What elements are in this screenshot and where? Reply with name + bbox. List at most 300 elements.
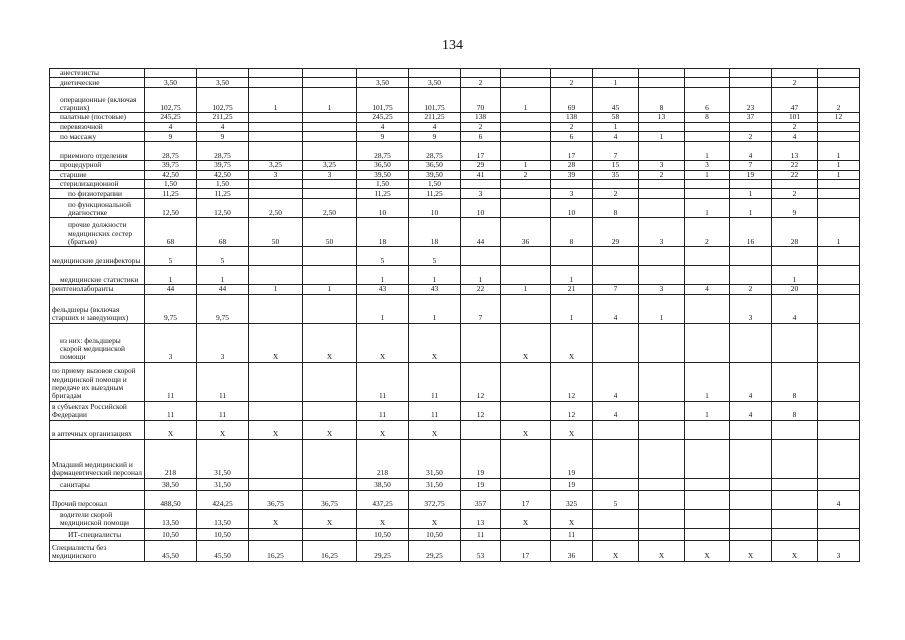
table-cell: 2 (461, 78, 501, 88)
table-cell (772, 420, 818, 439)
table-cell (730, 323, 772, 362)
table-cell: X (501, 509, 551, 528)
table-cell: 31,50 (409, 439, 461, 478)
table-cell: 1 (685, 199, 730, 218)
table-cell: 44 (197, 285, 249, 294)
table-cell (501, 401, 551, 420)
table-cell (303, 266, 357, 285)
table-row (50, 189, 860, 199)
table-cell: 1,50 (409, 180, 461, 189)
table-cell: 3,25 (303, 161, 357, 170)
table-cell (303, 113, 357, 122)
table-cell: X (303, 420, 357, 439)
table-cell (685, 420, 730, 439)
table-row (50, 528, 860, 540)
table-cell (303, 294, 357, 323)
table-cell: 43 (409, 285, 461, 294)
table-cell: 11,25 (357, 189, 409, 199)
table-cell (249, 189, 303, 199)
table-cell: 1 (685, 170, 730, 179)
table-cell: 36,75 (249, 490, 303, 509)
table-cell: 2 (772, 122, 818, 131)
table-cell: X (197, 420, 249, 439)
table-cell (730, 509, 772, 528)
table-cell: 1 (818, 218, 860, 247)
table-cell: 4 (685, 285, 730, 294)
table-cell: 31,50 (409, 478, 461, 490)
staffing-table (49, 68, 860, 562)
row-label: водители скорой медицинской помощи (50, 509, 145, 528)
table-cell: 211,25 (197, 113, 249, 122)
table-cell (730, 439, 772, 478)
table-cell: 5 (593, 490, 639, 509)
table-row (50, 218, 860, 247)
table-cell: 9 (145, 132, 197, 142)
table-cell: 3,50 (357, 78, 409, 88)
table-cell: 218 (357, 439, 409, 478)
table-cell (303, 478, 357, 490)
table-cell (639, 142, 685, 161)
row-label: операционные (включая старших) (50, 88, 145, 113)
table-cell: 13,50 (145, 509, 197, 528)
table-cell: 42,50 (197, 170, 249, 179)
table-cell (303, 78, 357, 88)
table-row (50, 170, 860, 179)
table-cell: 4 (593, 132, 639, 142)
table-cell: 1 (593, 122, 639, 131)
table-cell (730, 420, 772, 439)
table-cell (685, 439, 730, 478)
table-cell: 4 (197, 122, 249, 131)
table-cell (249, 528, 303, 540)
table-cell (303, 189, 357, 199)
table-cell (501, 478, 551, 490)
table-cell: 19 (551, 439, 593, 478)
table-cell: X (730, 540, 772, 561)
row-label: анестезисты (50, 69, 145, 78)
table-cell: 5 (409, 247, 461, 266)
row-label: по функциональной диагностике (50, 199, 145, 218)
table-cell: X (303, 323, 357, 362)
table-cell (501, 528, 551, 540)
table-cell: 2 (593, 189, 639, 199)
table-cell: X (303, 509, 357, 528)
table-cell: 102,75 (145, 88, 197, 113)
table-cell: 437,25 (357, 490, 409, 509)
table-cell: 3 (818, 540, 860, 561)
table-cell (639, 180, 685, 189)
table-cell: 11 (409, 362, 461, 401)
table-cell: 45,50 (197, 540, 249, 561)
table-cell: 4 (818, 490, 860, 509)
table-cell: 1,50 (357, 180, 409, 189)
table-row (50, 199, 860, 218)
table-cell: 22 (772, 161, 818, 170)
table-cell: 39,50 (357, 170, 409, 179)
table-cell: 138 (551, 113, 593, 122)
table-cell: 44 (461, 218, 501, 247)
table-cell (461, 247, 501, 266)
table-cell: 35 (593, 170, 639, 179)
table-cell: 5 (197, 247, 249, 266)
table-cell (249, 78, 303, 88)
table-cell (772, 247, 818, 266)
table-cell: 17 (461, 142, 501, 161)
table-cell (639, 266, 685, 285)
table-cell: 69 (551, 88, 593, 113)
table-cell (593, 247, 639, 266)
row-label: в субъектах Российской Федерации (50, 401, 145, 420)
table-cell: 13,50 (197, 509, 249, 528)
table-cell: 7 (593, 142, 639, 161)
table-cell (772, 478, 818, 490)
table-cell: 29 (461, 161, 501, 170)
table-cell (249, 113, 303, 122)
table-cell: X (772, 540, 818, 561)
table-cell: 39,75 (197, 161, 249, 170)
table-cell: 53 (461, 540, 501, 561)
table-cell: 9 (409, 132, 461, 142)
table-cell: 11,25 (197, 189, 249, 199)
table-cell (639, 478, 685, 490)
table-cell: 7 (461, 294, 501, 323)
table-cell: 12,50 (145, 199, 197, 218)
table-cell (818, 69, 860, 78)
table-cell (249, 362, 303, 401)
row-label: рентгенолаборанты (50, 285, 145, 294)
table-cell: 10 (409, 199, 461, 218)
table-row (50, 285, 860, 294)
table-cell: 1 (249, 285, 303, 294)
table-cell: 4 (730, 362, 772, 401)
table-cell (303, 142, 357, 161)
table-cell (501, 266, 551, 285)
table-cell: 4 (593, 401, 639, 420)
table-cell: 4 (772, 132, 818, 142)
table-cell (818, 323, 860, 362)
table-cell: 28,75 (197, 142, 249, 161)
table-cell (501, 69, 551, 78)
table-row (50, 113, 860, 122)
table-cell (730, 478, 772, 490)
row-label: медицинские дезинфекторы (50, 247, 145, 266)
row-label: процедурной (50, 161, 145, 170)
table-cell: 4 (730, 142, 772, 161)
table-cell: 3 (730, 294, 772, 323)
table-cell: 11 (357, 401, 409, 420)
table-cell: 3 (639, 285, 685, 294)
table-cell: 28,75 (357, 142, 409, 161)
table-cell: 22 (772, 170, 818, 179)
table-cell: 3 (303, 170, 357, 179)
table-cell (818, 132, 860, 142)
table-row (50, 78, 860, 88)
table-cell (249, 439, 303, 478)
table-cell (730, 247, 772, 266)
table-cell: 4 (593, 294, 639, 323)
table-cell: 372,75 (409, 490, 461, 509)
table-cell: 8 (551, 218, 593, 247)
table-cell: 17 (501, 540, 551, 561)
table-cell (818, 439, 860, 478)
table-cell: 1 (303, 88, 357, 113)
table-cell (685, 180, 730, 189)
table-cell: 1,50 (197, 180, 249, 189)
table-cell (639, 439, 685, 478)
table-cell: 4 (409, 122, 461, 131)
row-label: по приему вызовов скорой медицинской помощи и передаче их выездным бригадам (50, 362, 145, 401)
table-cell: 13 (639, 113, 685, 122)
row-label: палатные (постовые) (50, 113, 145, 122)
table-row (50, 69, 860, 78)
table-cell (818, 478, 860, 490)
table-cell (593, 420, 639, 439)
table-row (50, 540, 860, 561)
table-cell: 7 (593, 285, 639, 294)
table-cell (551, 180, 593, 189)
table-cell: 3 (145, 323, 197, 362)
table-cell: 10 (551, 199, 593, 218)
table-cell (639, 122, 685, 131)
table-cell (730, 266, 772, 285)
table-cell (818, 294, 860, 323)
table-cell: 7 (730, 161, 772, 170)
table-cell (685, 528, 730, 540)
table-cell: 424,25 (197, 490, 249, 509)
table-cell (593, 439, 639, 478)
table-cell (685, 294, 730, 323)
table-cell (685, 78, 730, 88)
table-cell: 2,50 (249, 199, 303, 218)
table-cell: 1 (357, 294, 409, 323)
table-cell: 21 (551, 285, 593, 294)
table-cell (685, 490, 730, 509)
table-cell: 5 (357, 247, 409, 266)
table-cell: 12 (461, 401, 501, 420)
table-cell (501, 247, 551, 266)
table-cell: X (409, 420, 461, 439)
table-cell: 47 (772, 88, 818, 113)
table-cell: 12 (551, 401, 593, 420)
table-cell (593, 509, 639, 528)
table-cell: X (551, 420, 593, 439)
table-cell: 42,50 (145, 170, 197, 179)
table-cell: 28,75 (409, 142, 461, 161)
table-cell: 101,75 (357, 88, 409, 113)
table-cell: 1 (639, 132, 685, 142)
table-cell (249, 69, 303, 78)
table-cell: 23 (730, 88, 772, 113)
table-cell: 38,50 (357, 478, 409, 490)
table-cell (685, 122, 730, 131)
table-cell: 11,25 (409, 189, 461, 199)
table-cell (501, 122, 551, 131)
table-cell: 43 (357, 285, 409, 294)
table-cell (593, 69, 639, 78)
table-cell (409, 69, 461, 78)
table-cell: X (357, 323, 409, 362)
table-cell: 16,25 (303, 540, 357, 561)
table-cell (639, 490, 685, 509)
table-cell: X (145, 420, 197, 439)
table-cell (818, 420, 860, 439)
table-cell (818, 180, 860, 189)
table-cell (730, 180, 772, 189)
table-cell (303, 180, 357, 189)
table-cell: 31,50 (197, 439, 249, 478)
table-cell (461, 420, 501, 439)
row-label: прочие должности медицинских сестер (братьев) (50, 218, 145, 247)
table-cell (772, 180, 818, 189)
table-cell: 11 (197, 362, 249, 401)
table-cell: 1 (685, 401, 730, 420)
table-cell: 1 (409, 294, 461, 323)
table-cell (197, 69, 249, 78)
table-cell (501, 78, 551, 88)
table-cell (593, 528, 639, 540)
table-cell: 19 (551, 478, 593, 490)
table-cell: X (249, 509, 303, 528)
table-row (50, 478, 860, 490)
table-cell (639, 323, 685, 362)
table-cell (639, 420, 685, 439)
table-cell: 1 (145, 266, 197, 285)
table-row (50, 161, 860, 170)
table-cell: 22 (461, 285, 501, 294)
table-cell: 1 (461, 266, 501, 285)
table-cell: 101 (772, 113, 818, 122)
table-cell: 45 (593, 88, 639, 113)
table-cell: 28,75 (145, 142, 197, 161)
row-label: стерилизационной (50, 180, 145, 189)
table-cell (818, 362, 860, 401)
table-cell: 1,50 (145, 180, 197, 189)
table-cell: 39,75 (145, 161, 197, 170)
table-cell (639, 509, 685, 528)
table-cell (685, 69, 730, 78)
table-cell: 50 (249, 218, 303, 247)
table-cell: 1 (501, 285, 551, 294)
table-row (50, 420, 860, 439)
table-cell: 3 (551, 189, 593, 199)
table-cell: 101,75 (409, 88, 461, 113)
table-cell (303, 247, 357, 266)
table-cell: 3 (639, 161, 685, 170)
table-cell (501, 180, 551, 189)
table-cell: 10,50 (409, 528, 461, 540)
table-cell: 18 (409, 218, 461, 247)
row-label: по физиотерапии (50, 189, 145, 199)
table-cell: 11 (461, 528, 501, 540)
table-row (50, 490, 860, 509)
table-cell: 1 (303, 285, 357, 294)
table-cell: 29,25 (409, 540, 461, 561)
table-cell: X (501, 420, 551, 439)
table-cell: 2 (772, 78, 818, 88)
row-label: из них: фельдшеры скорой медицинской помощи (50, 323, 145, 362)
table-cell (639, 78, 685, 88)
table-cell (772, 509, 818, 528)
table-cell: 1 (639, 294, 685, 323)
table-cell (685, 509, 730, 528)
table-cell: 1 (730, 199, 772, 218)
table-cell (303, 69, 357, 78)
table-cell (501, 362, 551, 401)
table-cell: 38,50 (145, 478, 197, 490)
table-cell: 28 (551, 161, 593, 170)
table-cell (303, 401, 357, 420)
table-cell: 11 (197, 401, 249, 420)
table-cell: 2 (730, 132, 772, 142)
table-row (50, 247, 860, 266)
table-cell: 20 (772, 285, 818, 294)
table-cell: 102,75 (197, 88, 249, 113)
table-cell: 68 (145, 218, 197, 247)
row-label: диетические (50, 78, 145, 88)
page-number: 134 (442, 38, 463, 53)
table-cell: 2 (818, 88, 860, 113)
table-cell (639, 69, 685, 78)
table-cell (303, 362, 357, 401)
table-cell: 9 (357, 132, 409, 142)
table-cell: 4 (357, 122, 409, 131)
table-cell: 2 (501, 170, 551, 179)
table-cell: 12,50 (197, 199, 249, 218)
table-cell: 12 (818, 113, 860, 122)
table-cell (639, 247, 685, 266)
table-row (50, 294, 860, 323)
table-cell: 31,50 (197, 478, 249, 490)
row-label: Прочий персонал (50, 490, 145, 509)
table-cell: 1 (730, 189, 772, 199)
table-row (50, 142, 860, 161)
table-cell: 11 (551, 528, 593, 540)
table-cell (249, 132, 303, 142)
table-cell: 9,75 (145, 294, 197, 323)
table-cell: 36,75 (303, 490, 357, 509)
table-cell (145, 69, 197, 78)
table-cell: 3 (197, 323, 249, 362)
table-cell: 1 (818, 170, 860, 179)
table-cell: 17 (501, 490, 551, 509)
table-row (50, 362, 860, 401)
table-cell: 6 (685, 88, 730, 113)
table-cell (461, 69, 501, 78)
table-cell (593, 478, 639, 490)
table-cell (818, 199, 860, 218)
table-cell: 37 (730, 113, 772, 122)
table-cell (639, 199, 685, 218)
row-label: Специалисты без медицинского (50, 540, 145, 561)
table-cell: 29,25 (357, 540, 409, 561)
table-cell: 3,50 (197, 78, 249, 88)
table-cell: 41 (461, 170, 501, 179)
table-cell: 4 (772, 294, 818, 323)
table-cell: 1 (551, 266, 593, 285)
table-cell (818, 285, 860, 294)
table-cell: 2 (772, 189, 818, 199)
table-cell (818, 122, 860, 131)
table-cell: 1 (409, 266, 461, 285)
table-cell: X (357, 420, 409, 439)
table-cell: 1 (685, 362, 730, 401)
table-cell: 11 (357, 362, 409, 401)
table-cell (303, 528, 357, 540)
table-cell (461, 180, 501, 189)
table-cell (249, 122, 303, 131)
table-cell (730, 78, 772, 88)
table-cell: 11 (409, 401, 461, 420)
